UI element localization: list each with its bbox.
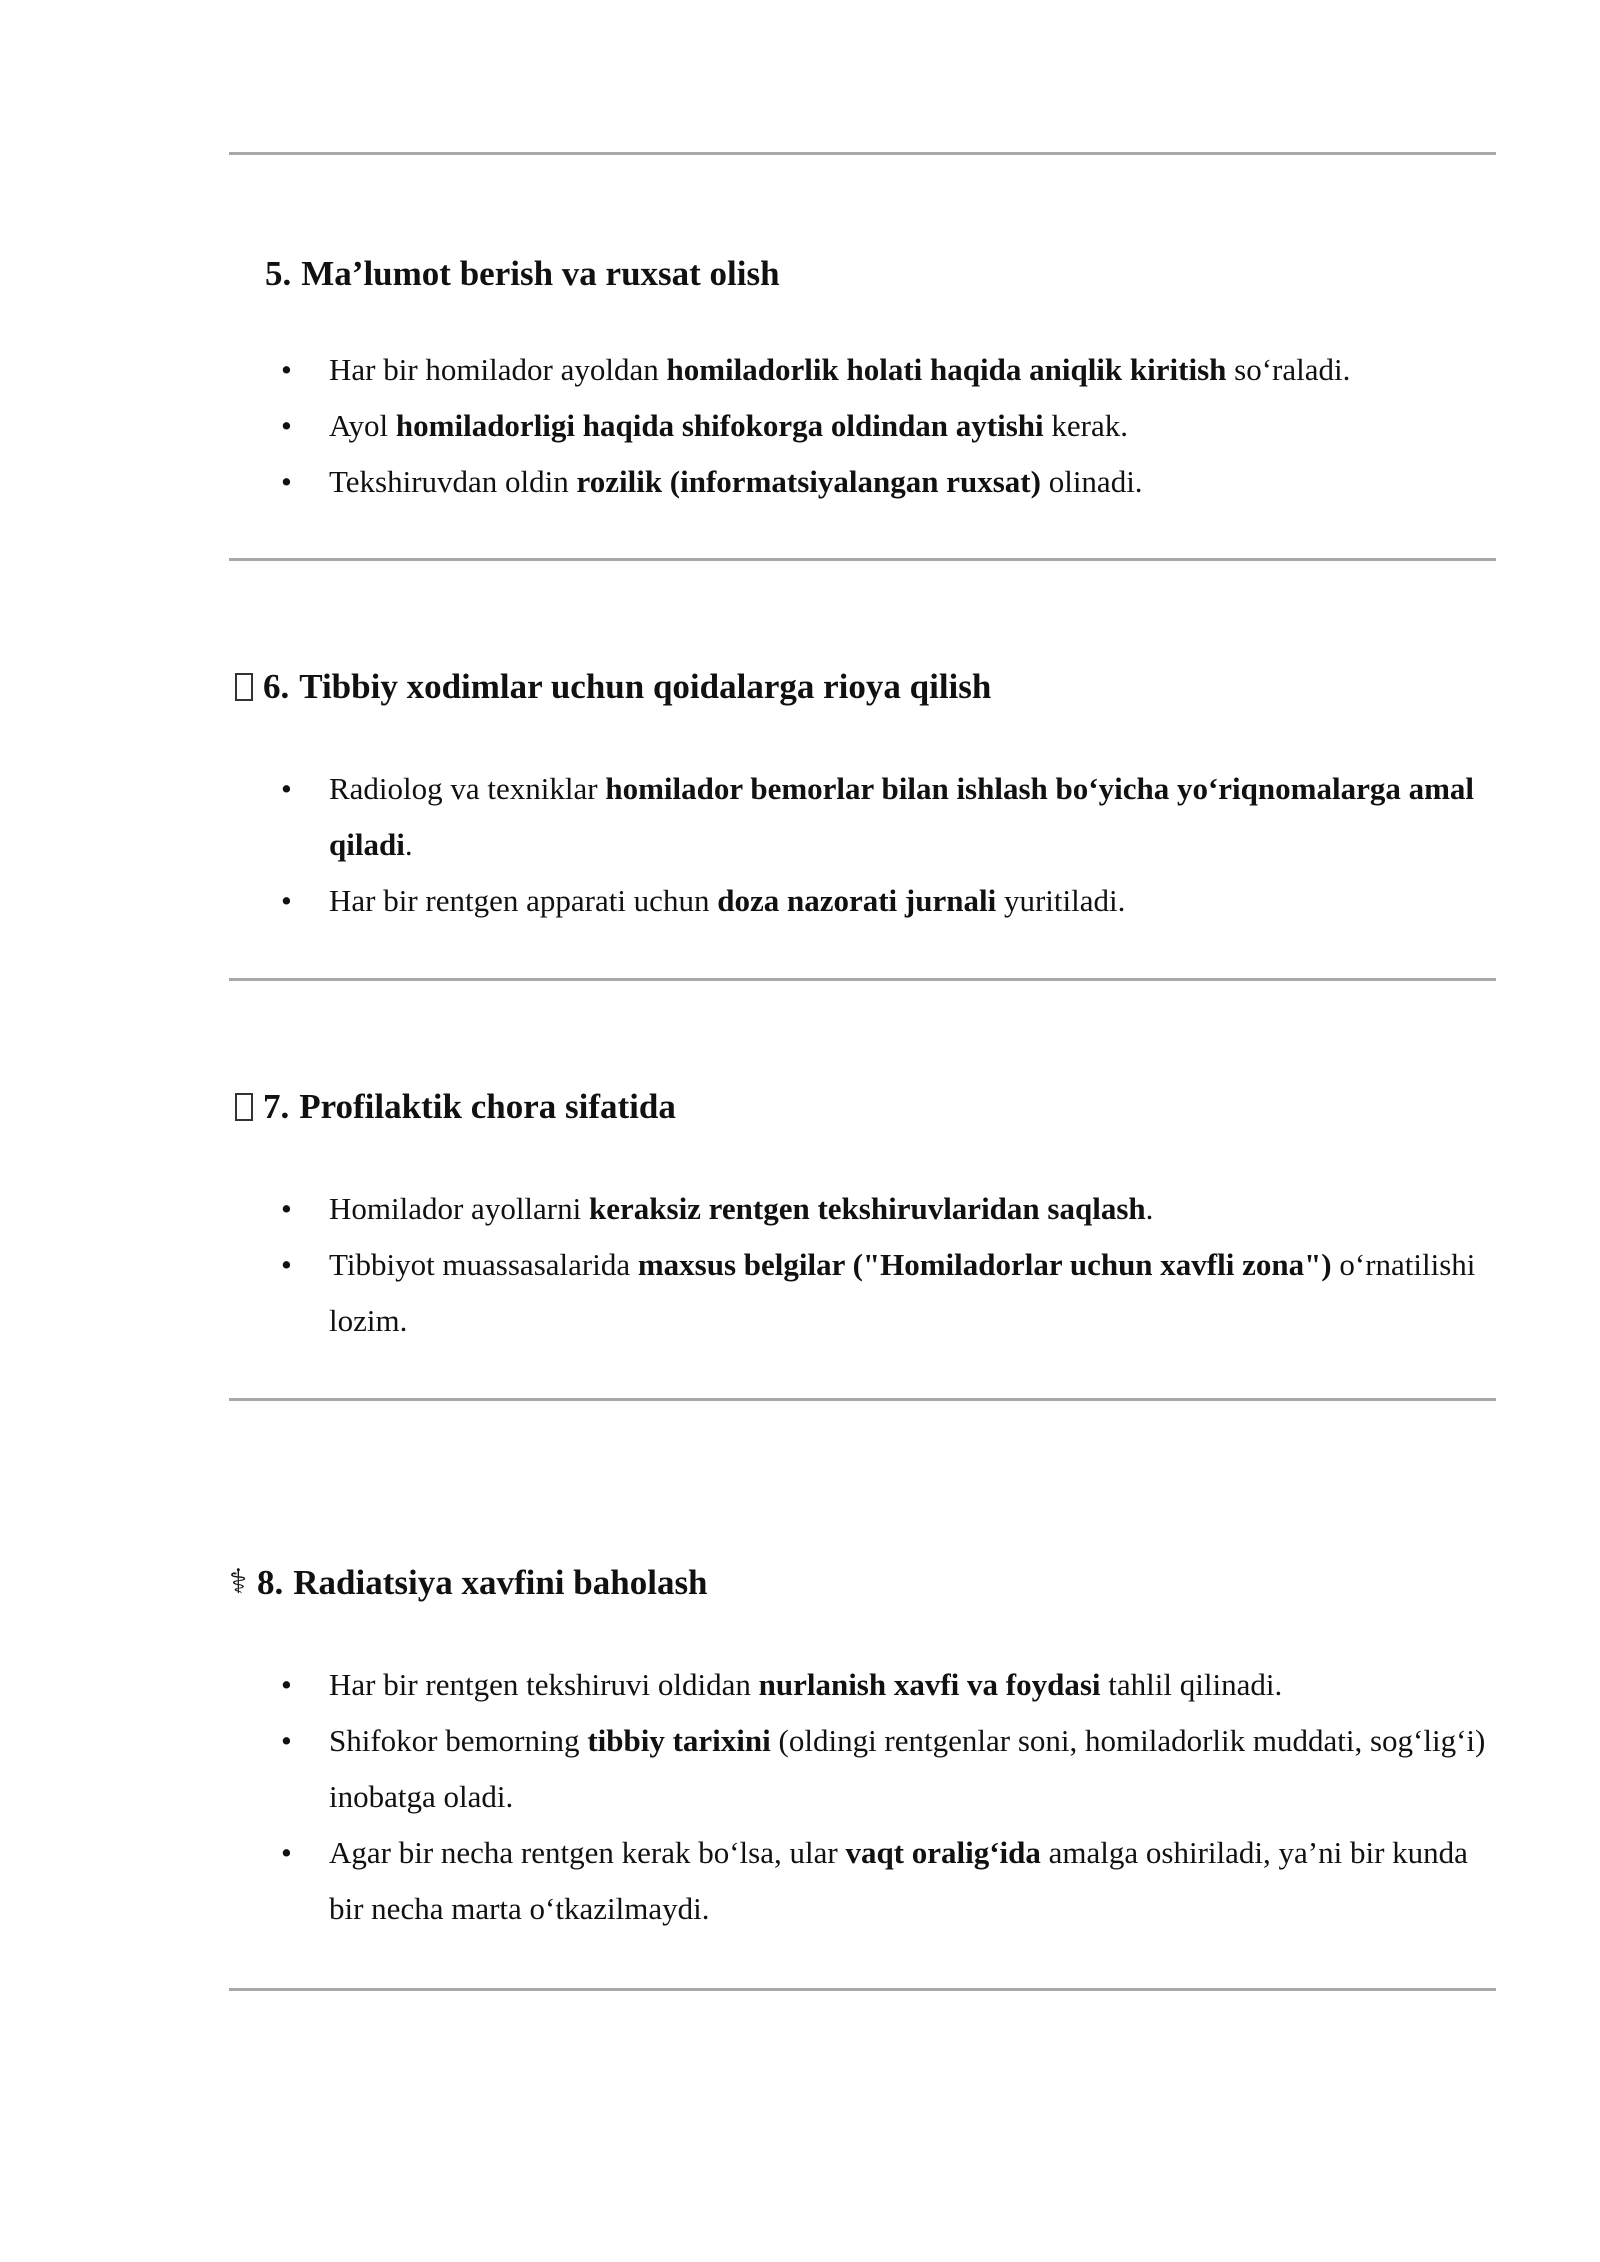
list-item: • Homilador ayollarni keraksiz rentgen tekshiruvlaridan saqlash. — [229, 1181, 1496, 1237]
bullet-list — [229, 1181, 1496, 1349]
section-title: Radiatsiya xavfini baholash — [293, 1563, 708, 1602]
section-8 — [229, 1561, 1496, 1937]
section-5 — [229, 252, 1496, 510]
list-item: • Ayol homiladorligi haqida shifokorga oldindan aytishi kerak. — [229, 398, 1496, 454]
list-item: • Agar bir necha rentgen kerak bo‘lsa, ular vaqt oralig‘ida amalga oshiriladi, ya’ni bir kunda bir necha marta o‘tkazilmaydi. — [229, 1825, 1496, 1937]
section-number: 8. — [257, 1563, 284, 1602]
bullet-list — [229, 342, 1496, 510]
section-title: Profilaktik chora sifatida — [299, 1087, 676, 1126]
section-number: 5. — [265, 254, 292, 293]
section-6 — [229, 665, 1496, 929]
bullet-icon: • — [281, 352, 292, 387]
bullet-icon: • — [281, 883, 292, 918]
section-title: Ma’lumot berish va ruxsat olish — [301, 254, 780, 293]
missing-glyph-box-icon — [235, 673, 253, 701]
list-item: • Tekshiruvdan oldin rozilik (informatsiyalangan ruxsat) olinadi. — [229, 454, 1496, 510]
divider-top — [229, 152, 1496, 155]
bullet-list — [229, 1657, 1496, 1937]
list-item: • Shifokor bemorning tibbiy tarixini (oldingi rentgenlar soni, homiladorlik muddati, sog‘lig‘i) inobatga oladi. — [229, 1713, 1496, 1825]
bullet-icon: • — [281, 1247, 292, 1282]
section-heading — [229, 665, 1496, 709]
section-heading — [229, 1085, 1496, 1129]
list-item: • Tibbiyot muassasalarida maxsus belgilar ("Homiladorlar uchun xavfli zona") o‘rnatilishi lozim. — [229, 1237, 1496, 1349]
list-item: • Har bir rentgen apparati uchun doza nazorati jurnali yuritiladi. — [229, 873, 1496, 929]
bullet-icon: • — [281, 1835, 292, 1870]
divider — [229, 1988, 1496, 1991]
bullet-icon: • — [281, 1723, 292, 1758]
section-heading — [229, 1561, 1496, 1605]
divider — [229, 1398, 1496, 1401]
section-number: 6. — [263, 667, 290, 706]
section-7 — [229, 1085, 1496, 1349]
medical-staff-icon: ⚕ — [229, 1564, 248, 1601]
bullet-icon: • — [281, 1667, 292, 1702]
missing-glyph-box-icon — [235, 1093, 253, 1121]
list-item: • Har bir rentgen tekshiruvi oldidan nurlanish xavfi va foydasi tahlil qilinadi. — [229, 1657, 1496, 1713]
bullet-list — [229, 761, 1496, 929]
bullet-icon: • — [281, 408, 292, 443]
list-item: • Radiolog va texniklar homilador bemorlar bilan ishlash bo‘yicha yo‘riqnomalarga amal qiladi. — [229, 761, 1496, 873]
section-title: Tibbiy xodimlar uchun qoidalarga rioya qilish — [299, 667, 992, 706]
bullet-icon: • — [281, 771, 292, 806]
divider — [229, 978, 1496, 981]
bullet-icon: • — [281, 464, 292, 499]
list-item: • Har bir homilador ayoldan homiladorlik holati haqida aniqlik kiritish so‘raladi. — [229, 342, 1496, 398]
section-heading — [229, 252, 1496, 296]
section-number: 7. — [263, 1087, 290, 1126]
bullet-icon: • — [281, 1191, 292, 1226]
divider — [229, 558, 1496, 561]
